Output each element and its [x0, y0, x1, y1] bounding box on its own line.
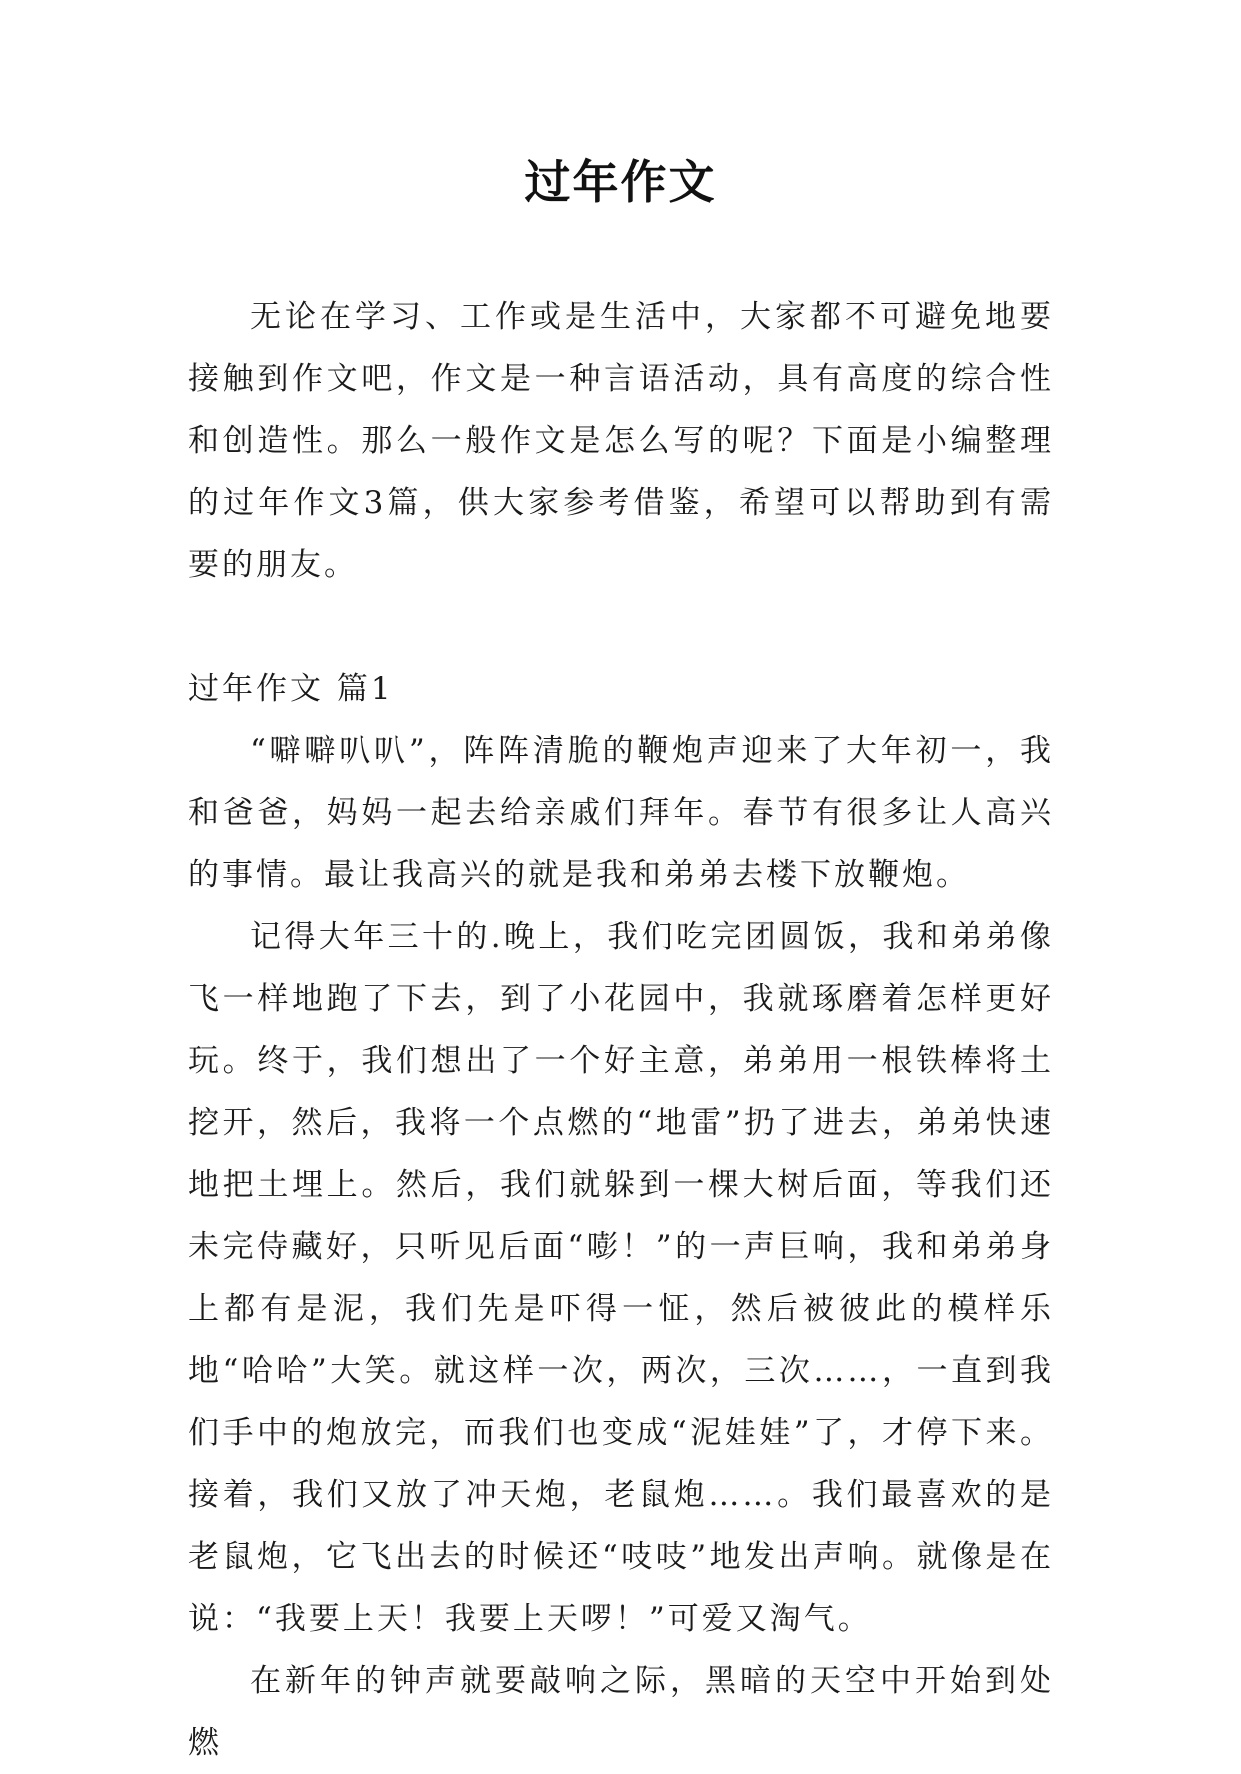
body-paragraph: “噼噼叭叭”，阵阵清脆的鞭炮声迎来了大年初一，我和爸爸，妈妈一起去给亲戚们拜年。春节有很多让人高兴的事情。最让我高兴的就是我和弟弟去楼下放鞭炮。: [188, 733, 1054, 893]
intro-paragraph: 无论在学习、工作或是生活中，大家都不可避免地要接触到作文吧，作文是一种言语活动，具有高度的综合性和创造性。那么一般作文是怎么写的呢？下面是小编整理的过年作文3篇，供大家参考借鉴，希望可以帮助到有需要的朋友。: [188, 299, 1054, 583]
section-heading: 过年作文 篇1: [188, 671, 394, 707]
document-title: 过年作文: [524, 155, 717, 209]
body-paragraph: 记得大年三十的.晚上，我们吃完团圆饭，我和弟弟像飞一样地跑了下去，到了小花园中，我就琢磨着怎样更好玩。终于，我们想出了一个好主意，弟弟用一根铁棒将土挖开，然后，我将一个点燃的“地雷”扔了进去，弟弟快速地把土埋上。然后，我们就躲到一棵大树后面，等我们还未完侍藏好，只听见后面“嘭！”的一声巨响，我和弟弟身上都有是泥，我们先是吓得一怔，然后被彼此的模样乐地“哈哈”大笑。就这样一次，两次，三次……，一直到我们手中的炮放完，而我们也变成“泥娃娃”了，才停下来。接着，我们又放了冲天炮，老鼠炮……。我们最喜欢的是老鼠炮，它飞出去的时候还“吱吱”地发出声响。就像是在说：“我要上天！我要上天啰！”可爱又淘气。: [188, 919, 1054, 1637]
section: [188, 658, 1054, 1774]
body-paragraph: 在新年的钟声就要敲响之际，黑暗的天空中开始到处燃: [188, 1663, 1054, 1761]
document-body: [188, 286, 1054, 1774]
